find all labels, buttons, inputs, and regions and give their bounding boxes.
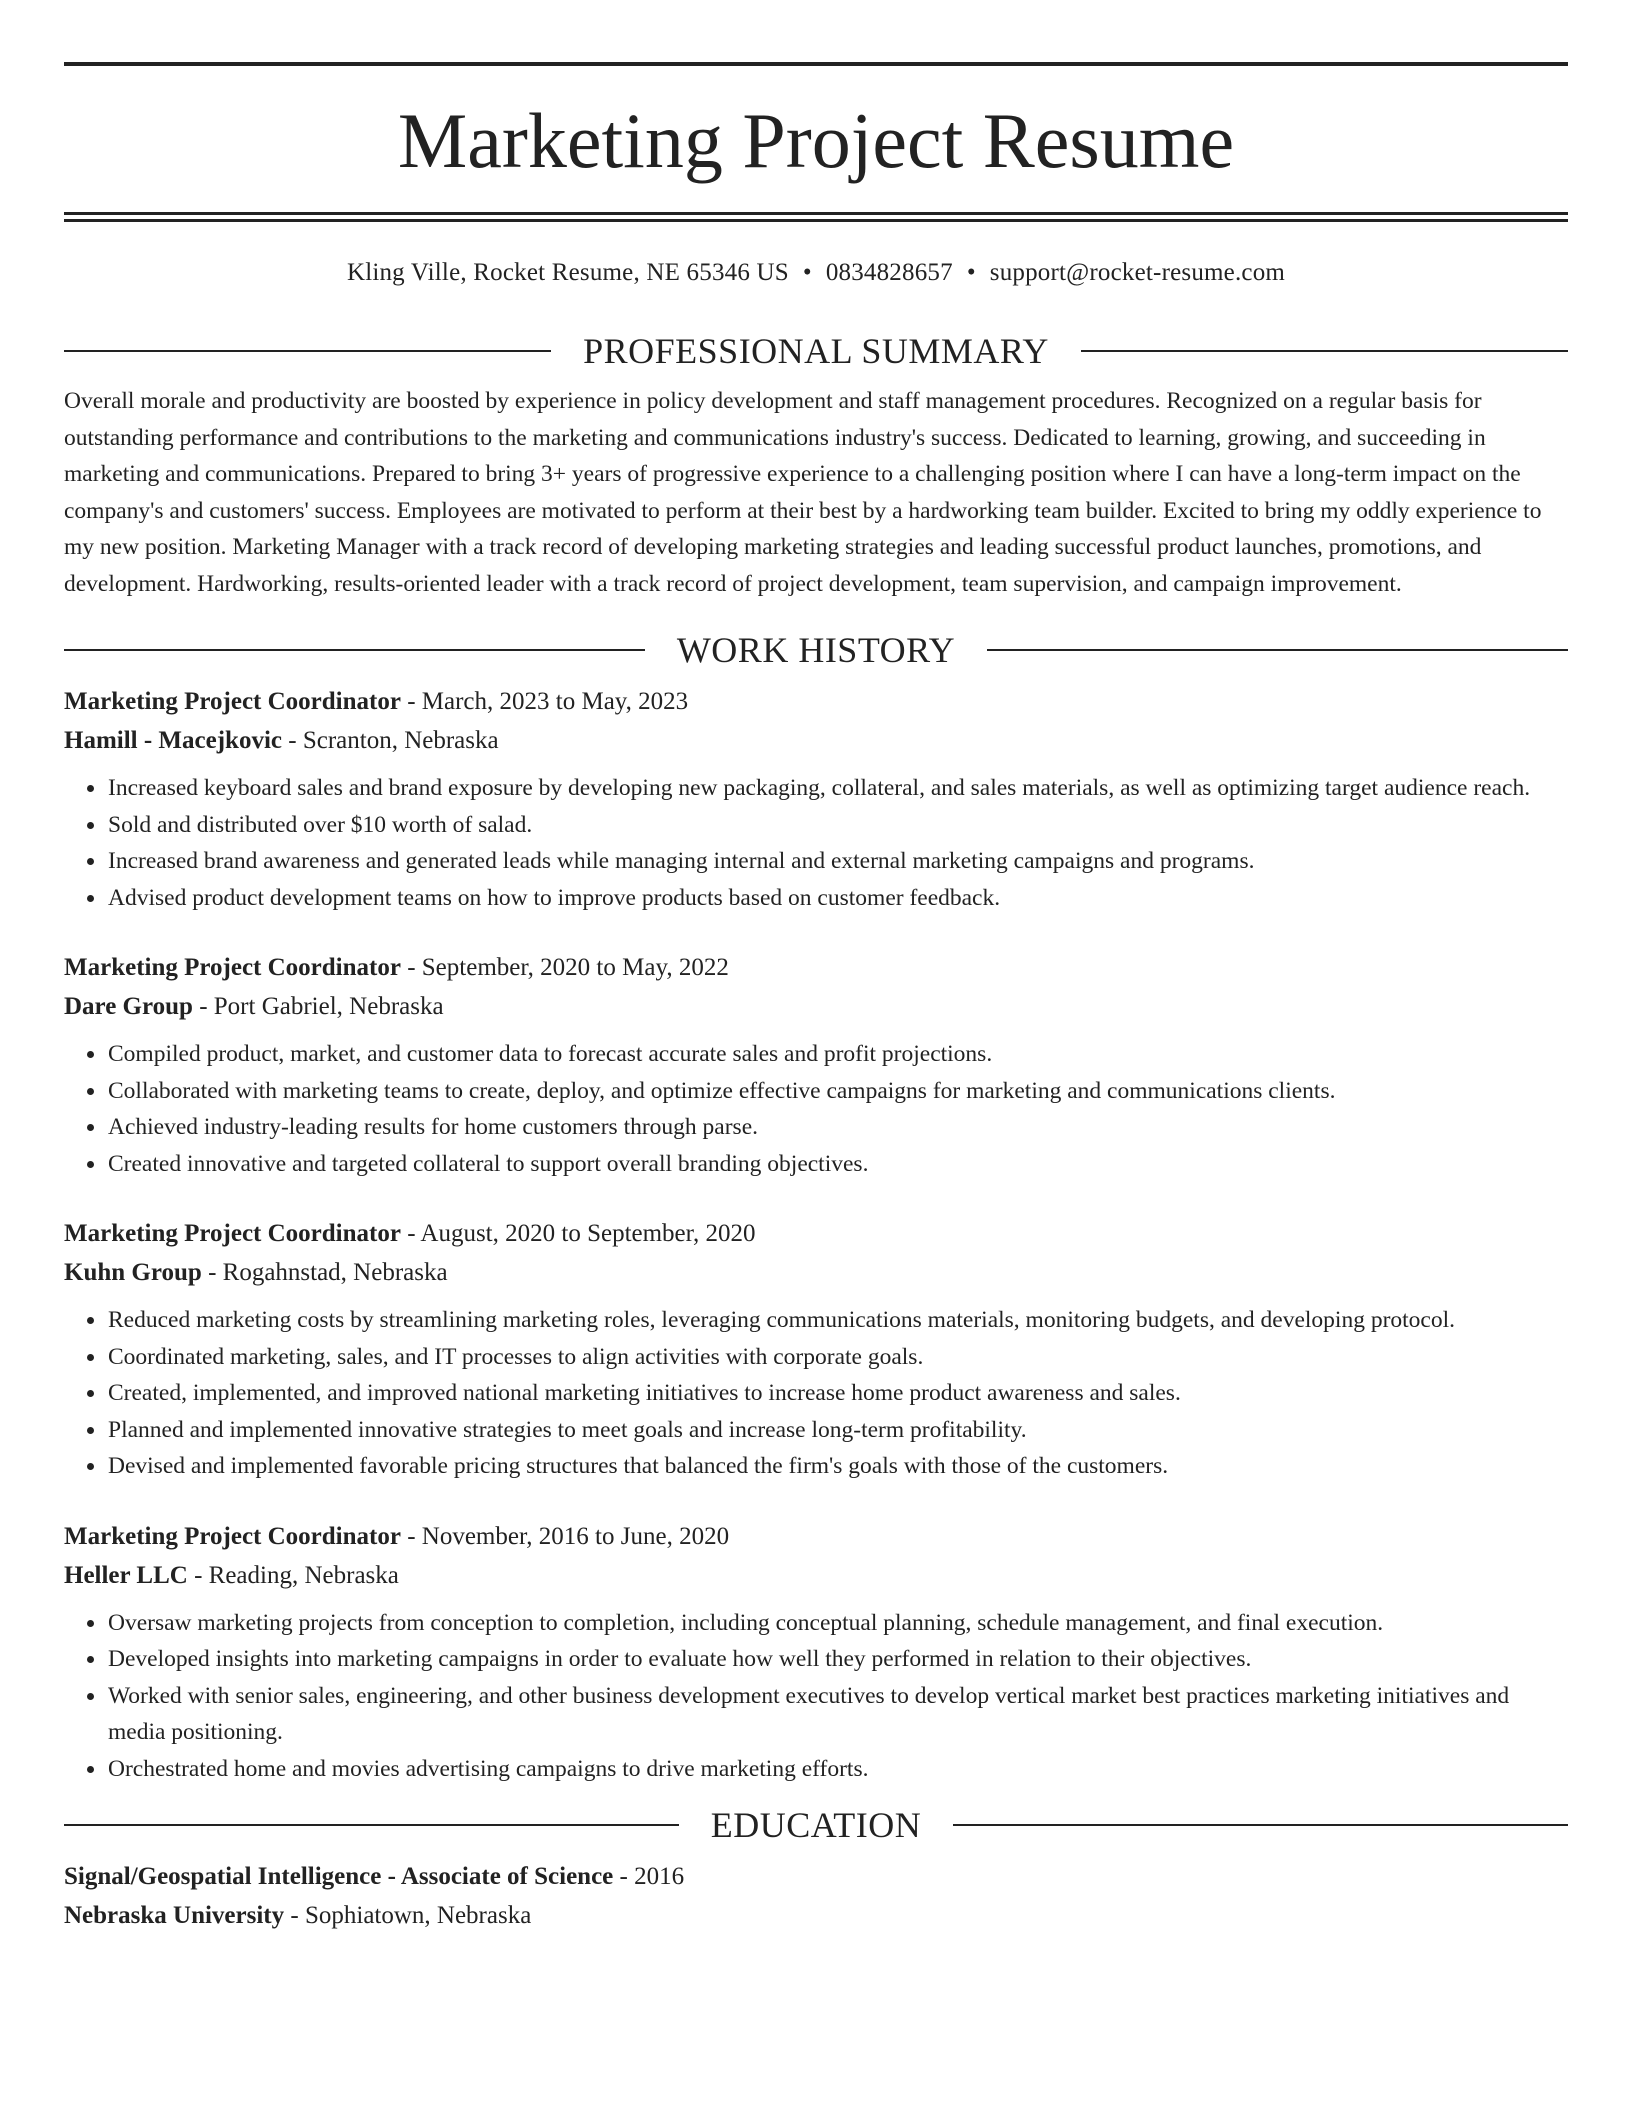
contact-phone: 0834828657 (825, 259, 953, 286)
job-entry (64, 1517, 1568, 1788)
job-bullet-list (64, 1302, 1568, 1485)
job-bullet: • Reduced marketing costs by streamlining marketing roles, leveraging communications materials, monitoring budgets, and developing protocol. (107, 1302, 1568, 1339)
job-bullet: • Increased keyboard sales and brand exposure by developing new packaging, collateral, and sales materials, as well as optimizing target audience reach. (107, 770, 1568, 807)
education-degree: Signal/Geospatial Intelligence - Associate of Science (64, 1863, 614, 1890)
summary-heading-label: PROFESSIONAL SUMMARY (583, 331, 1049, 371)
job-title-line (64, 1517, 1568, 1556)
heading-rule-left (64, 649, 645, 651)
job-dates: - November, 2016 to June, 2020 (400, 1522, 730, 1550)
job-company-line (64, 721, 1568, 760)
contact-address: Kling Ville, Rocket Resume, NE 65346 US (346, 259, 789, 286)
job-bullet: • Worked with senior sales, engineering, and other business development executives to develop vertical market best practices marketing initiatives and media positioning. (107, 1678, 1568, 1751)
summary-section-heading (64, 333, 1568, 369)
job-location: - Reading, Nebraska (187, 1561, 399, 1589)
job-bullet: • Advised product development teams on how to improve products based on customer feedback. (107, 880, 1568, 917)
job-dates: - September, 2020 to May, 2022 (400, 954, 729, 981)
job-bullet: • Created, implemented, and improved national marketing initiatives to increase home product awareness and sales. (107, 1375, 1568, 1412)
heading-rule-right (1081, 350, 1568, 352)
job-company-line (64, 987, 1568, 1026)
job-bullet: • Compiled product, market, and customer data to forecast accurate sales and profit projections. (107, 1036, 1568, 1073)
job-dates: - August, 2020 to September, 2020 (400, 1220, 756, 1247)
summary-text: Overall morale and productivity are boosted by experience in policy development and staff management procedures. Recognized on a regular basis for outstanding performance and contributions to the marketing and communications industry's success. Dedicated to learning, growing, and succeeding in marketing and communications. Prepared to bring 3+ years of progressive experience to a challenging position where I can have a long-term impact on the company's and customers' success. Employees are motivated to perform at their best by a hardworking team builder. Excited to bring my oddly experience to my new position. Marketing Manager with a track record of developing marketing strategies and leading successful product launches, promotions, and development. Hardworking, results-oriented leader with a track record of project development, team supervision, and campaign improvement. (64, 388, 1542, 597)
education-section-heading (64, 1807, 1568, 1843)
job-bullet: • Developed insights into marketing campaigns in order to evaluate how well they performed in relation to their objectives. (107, 1641, 1568, 1678)
heading-rule-right (987, 649, 1568, 651)
contact-line (64, 259, 1568, 287)
work-heading-label: WORK HISTORY (676, 630, 956, 670)
job-location: - Rogahnstad, Nebraska (201, 1259, 448, 1286)
job-title: Marketing Project Coordinator (64, 1522, 401, 1550)
education-entry (64, 1857, 1568, 1935)
job-entry (64, 948, 1568, 1182)
job-bullet-list (64, 770, 1568, 916)
job-bullet: • Sold and distributed over $10 worth of salad. (107, 807, 1568, 844)
job-company-line (64, 1556, 1568, 1595)
job-bullet: • Coordinated marketing, sales, and IT processes to align activities with corporate goals. (107, 1339, 1568, 1376)
job-title-line (64, 682, 1568, 721)
job-bullet: • Created innovative and targeted collateral to support overall branding objectives. (107, 1146, 1568, 1183)
page-title: Marketing Project Resume (397, 97, 1235, 184)
work-section-heading (64, 632, 1568, 668)
heading-rule-left (64, 350, 551, 352)
job-bullet: • Planned and implemented innovative strategies to meet goals and increase long-term profitability. (107, 1412, 1568, 1449)
job-company-line (64, 1253, 1568, 1292)
job-bullet: • Collaborated with marketing teams to create, deploy, and optimize effective campaigns for marketing and communications clients. (107, 1073, 1568, 1110)
job-bullet: • Increased brand awareness and generated leads while managing internal and external marketing campaigns and programs. (107, 843, 1568, 880)
education-location: - Sophiatown, Nebraska (284, 1902, 532, 1929)
job-bullet-list (64, 1605, 1568, 1788)
top-rule (64, 62, 1568, 66)
contact-separator: • (966, 259, 976, 286)
job-entry (64, 1214, 1568, 1485)
job-location: - Scranton, Nebraska (282, 727, 499, 754)
job-title: Marketing Project Coordinator (64, 1220, 401, 1247)
contact-email: support@rocket-resume.com (989, 259, 1286, 286)
education-heading-label: EDUCATION (710, 1805, 922, 1845)
education-degree-line (64, 1857, 1568, 1896)
title-double-rule (64, 212, 1568, 222)
heading-rule-left (64, 1824, 679, 1826)
job-company: Kuhn Group (64, 1259, 202, 1286)
job-entry (64, 682, 1568, 916)
job-title: Marketing Project Coordinator (64, 688, 401, 715)
job-bullet: • Achieved industry-leading results for home customers through parse. (107, 1109, 1568, 1146)
contact-separator: • (802, 259, 812, 286)
job-dates: - March, 2023 to May, 2023 (400, 688, 689, 715)
job-company: Hamill - Macejkovic (64, 727, 282, 754)
job-title-line (64, 1214, 1568, 1253)
education-school-line (64, 1896, 1568, 1935)
job-title-line (64, 948, 1568, 987)
education-school: Nebraska University (64, 1902, 285, 1929)
job-location: - Port Gabriel, Nebraska (192, 993, 444, 1020)
job-company: Heller LLC (64, 1561, 188, 1589)
job-company: Dare Group (64, 993, 193, 1020)
job-title: Marketing Project Coordinator (64, 954, 401, 981)
work-history-list (64, 682, 1568, 1787)
job-bullet: • Orchestrated home and movies advertising campaigns to drive marketing efforts. (107, 1751, 1568, 1788)
heading-rule-right (953, 1824, 1568, 1826)
job-bullet: • Oversaw marketing projects from conception to completion, including conceptual planning, schedule management, and final execution. (107, 1605, 1568, 1642)
job-bullet: • Devised and implemented favorable pricing structures that balanced the firm's goals with those of the customers. (107, 1448, 1568, 1485)
job-bullet-list (64, 1036, 1568, 1182)
education-year: - 2016 (613, 1863, 685, 1890)
